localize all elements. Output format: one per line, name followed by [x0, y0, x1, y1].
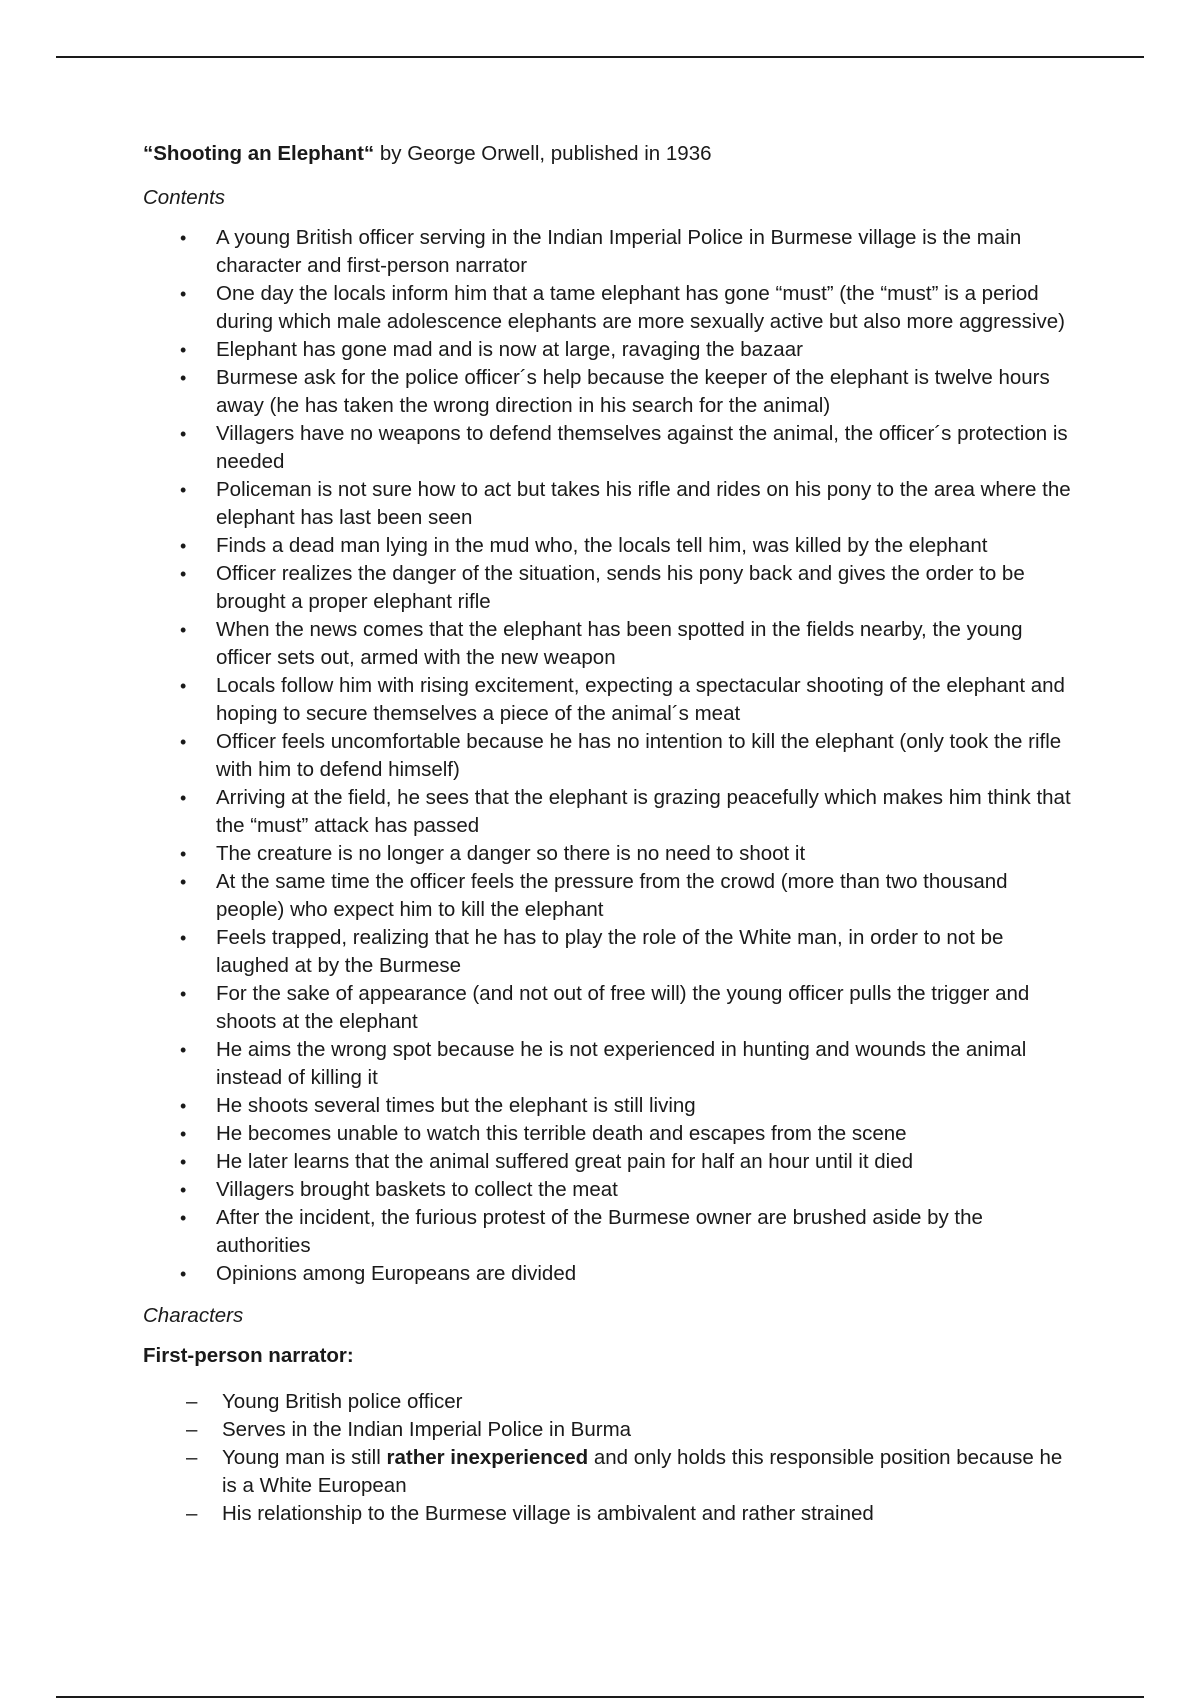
list-item — [143, 924, 1073, 980]
item-text: He becomes unable to watch this terrible death and escapes from the scene — [216, 1122, 907, 1145]
bullet-marker: • — [180, 872, 187, 892]
list-item — [143, 532, 1073, 560]
dash-marker: – — [186, 1502, 198, 1525]
bullet-marker: • — [180, 1208, 187, 1228]
bullet-marker: • — [180, 676, 187, 696]
item-text: Elephant has gone mad and is now at large, ravaging the bazaar — [216, 338, 803, 361]
list-item — [143, 1444, 1073, 1500]
bullet-marker: • — [180, 1096, 187, 1116]
dash-marker: – — [186, 1446, 198, 1469]
item-text: Officer realizes the danger of the situation, sends his pony back and gives the order to be brought a proper elephant rifle — [216, 562, 1025, 613]
item-text: Officer feels uncomfortable because he has no intention to kill the elephant (only took the rifle with him to defend himself) — [216, 730, 1062, 781]
bullet-marker: • — [180, 1152, 187, 1172]
item-text: He shoots several times but the elephant is still living — [216, 1094, 696, 1117]
bullet-marker: • — [180, 284, 187, 304]
bullet-marker: • — [180, 564, 187, 584]
item-text: Serves in the Indian Imperial Police in Burma — [222, 1418, 632, 1441]
list-item — [143, 672, 1073, 728]
bullet-marker: • — [180, 1040, 187, 1060]
item-text: His relationship to the Burmese village is ambivalent and rather strained — [222, 1502, 874, 1525]
item-text: After the incident, the furious protest of the Burmese owner are brushed aside by the authorities — [216, 1206, 983, 1257]
list-item — [143, 336, 1073, 364]
item-text: The creature is no longer a danger so there is no need to shoot it — [216, 842, 806, 865]
bullet-marker: • — [180, 1124, 187, 1144]
list-item — [143, 280, 1073, 336]
list-item — [143, 420, 1073, 476]
bullet-marker: • — [180, 1264, 187, 1284]
bullet-marker: • — [180, 788, 187, 808]
list-item — [143, 728, 1073, 784]
item-text-bold: rather inexperienced — [386, 1446, 589, 1469]
list-item — [143, 784, 1073, 840]
characters-heading: Characters — [143, 1304, 244, 1327]
bottom-rule — [56, 1696, 1144, 1698]
list-item — [143, 1204, 1073, 1260]
item-text: Feels trapped, realizing that he has to play the role of the White man, in order to not be laughed at by the Burmese — [216, 926, 1004, 977]
list-item — [143, 1500, 1073, 1528]
bullet-marker: • — [180, 844, 187, 864]
list-item — [143, 1388, 1073, 1416]
top-rule — [56, 56, 1144, 58]
dash-marker: – — [186, 1390, 198, 1413]
narrator-list — [143, 1388, 1073, 1528]
bullet-marker: • — [180, 984, 187, 1004]
list-item — [143, 364, 1073, 420]
bullet-marker: • — [180, 620, 187, 640]
item-text: When the news comes that the elephant has been spotted in the fields nearby, the young officer sets out, armed with the new weapon — [216, 618, 1023, 669]
item-text-after: and only holds this responsible position because he is a White European — [222, 1446, 1063, 1497]
item-text: He aims the wrong spot because he is not experienced in hunting and wounds the animal instead of killing it — [216, 1038, 1027, 1089]
bullet-marker: • — [180, 536, 187, 556]
dash-marker: – — [186, 1418, 198, 1441]
bullet-marker: • — [180, 368, 187, 388]
bullet-marker: • — [180, 928, 187, 948]
item-text: Young British police officer — [222, 1390, 463, 1413]
bullet-marker: • — [180, 1180, 187, 1200]
document-title — [143, 140, 1073, 168]
title-rest: by George Orwell, published in 1936 — [374, 142, 712, 165]
bullet-marker: • — [180, 732, 187, 752]
list-item — [143, 980, 1073, 1036]
item-text: He later learns that the animal suffered great pain for half an hour until it died — [216, 1150, 914, 1173]
item-text: Policeman is not sure how to act but takes his rifle and rides on his pony to the area where the elephant has last been seen — [216, 478, 1071, 529]
list-item — [143, 868, 1073, 924]
list-item — [143, 1260, 1073, 1288]
bullet-marker: • — [180, 228, 187, 248]
list-item — [143, 1148, 1073, 1176]
list-item — [143, 616, 1073, 672]
bullet-marker: • — [180, 424, 187, 444]
item-text: Arriving at the field, he sees that the elephant is grazing peacefully which makes him think that the “must” attack has passed — [216, 786, 1071, 837]
bullet-marker: • — [180, 480, 187, 500]
item-text: Finds a dead man lying in the mud who, the locals tell him, was killed by the elephant — [216, 534, 988, 557]
narrator-heading: First-person narrator: — [143, 1344, 354, 1367]
bullet-marker: • — [180, 340, 187, 360]
item-text: Villagers brought baskets to collect the meat — [216, 1178, 618, 1201]
item-text: A young British officer serving in the Indian Imperial Police in Burmese village is the main character and first-person narrator — [216, 226, 1022, 277]
list-item — [143, 1416, 1073, 1444]
item-text: One day the locals inform him that a tame elephant has gone “must” (the “must” is a period during which male adolescence elephants are more sexually active but also more aggressive) — [216, 282, 1065, 333]
contents-heading: Contents — [143, 186, 226, 209]
list-item — [143, 1036, 1073, 1092]
document-body — [143, 140, 1073, 1528]
list-item — [143, 1176, 1073, 1204]
item-text: Villagers have no weapons to defend themselves against the animal, the officer´s protection is needed — [216, 422, 1068, 473]
item-text-before: Young man is still — [222, 1446, 387, 1469]
item-text: For the sake of appearance (and not out of free will) the young officer pulls the trigger and shoots at the elephant — [216, 982, 1030, 1033]
list-item — [143, 1092, 1073, 1120]
list-item — [143, 476, 1073, 532]
item-text: Opinions among Europeans are divided — [216, 1262, 577, 1285]
item-text: Burmese ask for the police officer´s help because the keeper of the elephant is twelve hours away (he has taken the wrong direction in his search for the animal) — [216, 366, 1050, 417]
list-item — [143, 224, 1073, 280]
title-bold: “Shooting an Elephant“ — [143, 142, 375, 165]
item-text: At the same time the officer feels the pressure from the crowd (more than two thousand people) who expect him to kill the elephant — [216, 870, 1008, 921]
list-item — [143, 840, 1073, 868]
list-item — [143, 560, 1073, 616]
item-text: Locals follow him with rising excitement, expecting a spectacular shooting of the elephant and hoping to secure themselves a piece of the animal´s meat — [216, 674, 1065, 725]
contents-list — [143, 224, 1073, 1288]
list-item — [143, 1120, 1073, 1148]
